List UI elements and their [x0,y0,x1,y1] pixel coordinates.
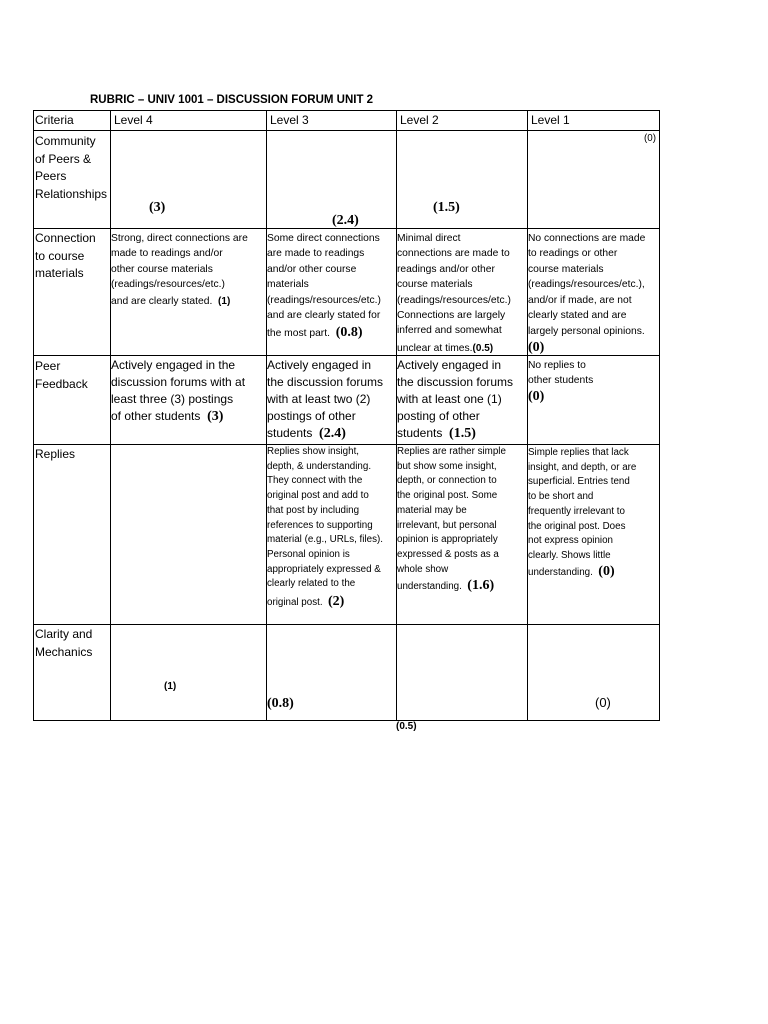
score-peer-feedback-level2: (1.5) [449,426,476,441]
score-replies-level3: (2) [328,594,345,610]
criteria-clarity: Clarity and Mechanics [35,627,93,659]
score-connection-level4: (1) [218,295,231,307]
text-connection-level4: Strong, direct connections are made to readings and/or other course materials (readings/resources/etc.) and are clearly stated. (1) [111,233,248,307]
header-criteria: Criteria [35,113,74,127]
score-clarity-level2: (0.5) [396,721,417,732]
rubric-table [33,110,660,721]
score-replies-level1: (0) [598,563,615,579]
score-replies-level2: (1.6) [467,578,495,594]
criteria-replies: Replies [35,447,76,461]
score-community-level4: (3) [149,200,166,215]
text-connection-level3: Some direct connections are made to readings and/or other course materials (readings/resources/etc.) and are clearly stated for the most part. (0.8) [267,233,381,341]
row-divider [34,130,659,131]
row-divider [34,624,659,625]
document-title: RUBRIC – UNIV 1001 – DISCUSSION FORUM UNIT 2 [90,94,374,106]
score-peer-feedback-level4: (3) [207,409,224,424]
criteria-peer-feedback: Peer Feedback [35,359,88,391]
text-peer-feedback-level2: Actively engaged in the discussion forums with at least one (1) posting of other students (1.5) [397,358,514,441]
text-peer-feedback-level3: Actively engaged in the discussion forums with at least two (2) postings of other students (2.4) [267,358,384,441]
text-peer-feedback-level1: No replies to other students [528,360,594,387]
header-level1: Level 1 [531,113,570,127]
column-divider [527,111,528,720]
header-level4: Level 4 [114,113,153,127]
header-level3: Level 3 [270,113,309,127]
criteria-community: Community of Peers & Peers Relationships [35,134,108,201]
text-connection-level2: Minimal direct connections are made to readings and/or other course materials (readings/resources/etc.) Connections are largely inferred and somewhat unclear at times.(0.5) [397,233,511,354]
criteria-connection: Connection to course materials [35,231,96,280]
score-clarity-level4: (1) [164,681,177,692]
score-community-level3: (2.4) [332,213,359,228]
text-connection-level1: No connections are made to readings or other course materials (readings/resources/etc.), and/or if made, are not clearly stated and are largely personal opinions. [528,233,646,338]
score-connection-level3: (0.8) [335,325,363,341]
score-community-level2: (1.5) [433,200,460,215]
text-replies-level1: Simple replies that lack insight, and depth, or are superficial. Entries tend to be short and frequently irrelevant to the original post. Does not express opinion clearly. Shows little understanding. (0) [528,447,637,579]
text-peer-feedback-level4: Actively engaged in the discussion forums with at least three (3) postings of other students (3) [111,358,246,424]
score-clarity-level1: (0) [595,695,611,710]
row-divider [34,355,659,356]
text-replies-level3: Replies show insight, depth, & understanding. They connect with the original post and add to that post by including references to supporting material (e.g., URLs, files). Personal opinion is appropriately expressed & clearly related to the original post. (2) [267,446,383,610]
text-replies-level2: Replies are rather simple but show some insight, depth, or connection to the original post. Some material may be irrelevant, but personal opinion is appropriately expressed & posts as a whole show understanding. (1.6) [397,446,506,594]
score-connection-level2: (0.5) [472,342,494,354]
score-peer-feedback-level1: (0) [528,389,545,404]
score-peer-feedback-level3: (2.4) [319,426,346,441]
header-level2: Level 2 [400,113,439,127]
score-clarity-level3: (0.8) [267,696,294,711]
score-community-level1: (0) [644,133,656,144]
score-connection-level1: (0) [528,340,545,355]
